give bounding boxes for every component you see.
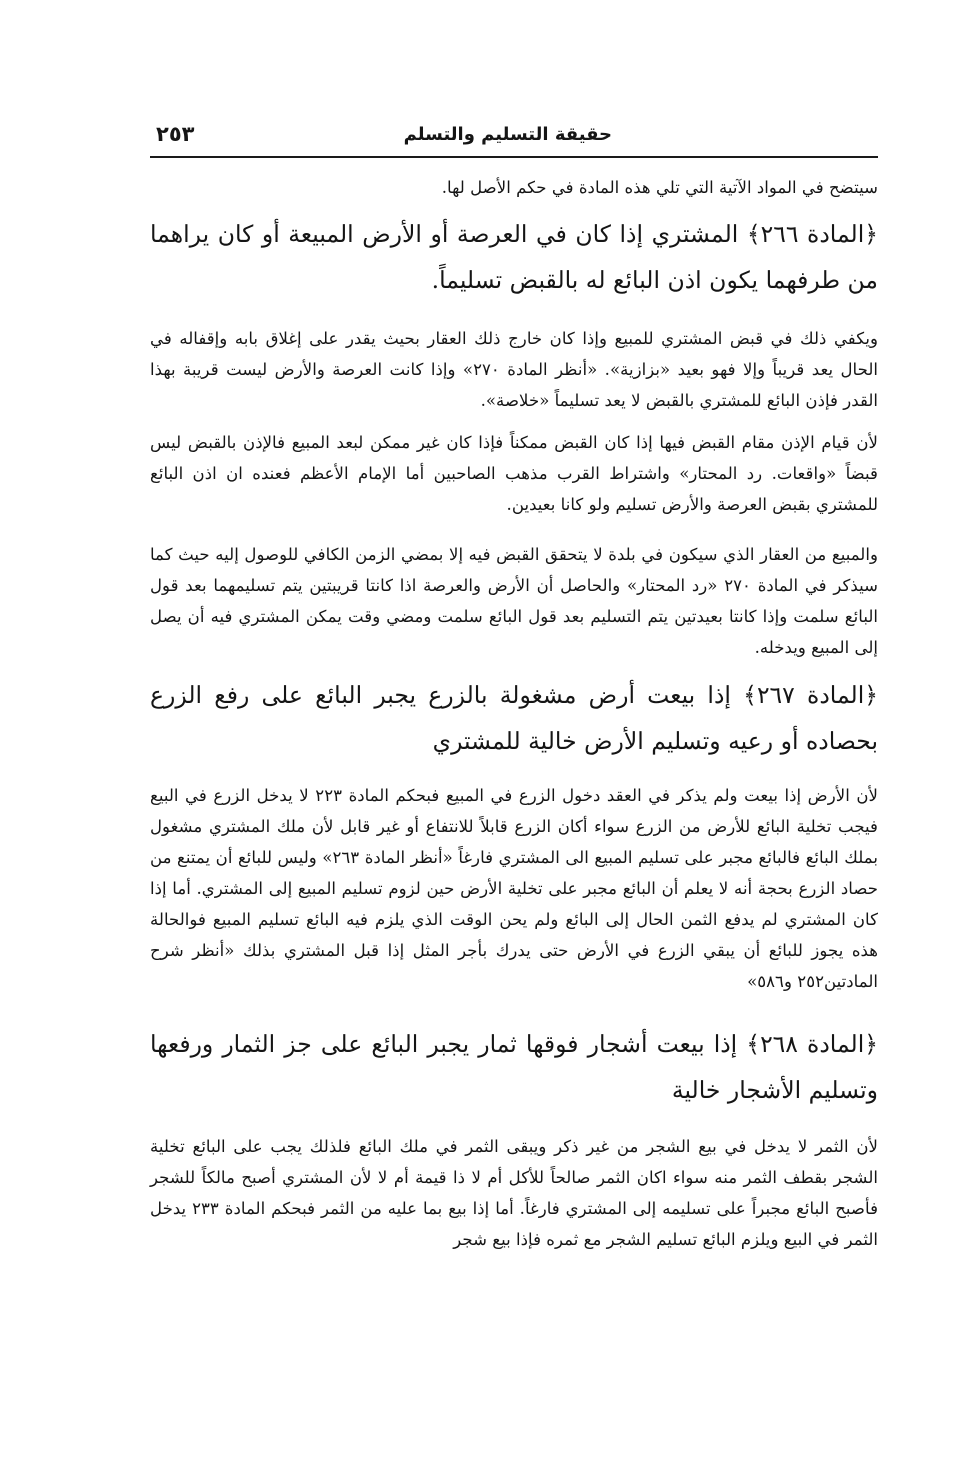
page-header — [150, 112, 878, 158]
article-268: ﴿المادة ٢٦٨﴾ إذا بيعت أشجار فوقها ثمار يجبر البائع على جز الثمار ورفعها وتسليم الأشجار خالية — [150, 1030, 878, 1104]
book-page — [150, 112, 878, 1432]
article-266: ﴿المادة ٢٦٦﴾ المشتري إذا كان في العرصة أو الأرض المبيعة أو كان يراهما من طرفهما يكون اذن البائع له بالقبض تسليماً. — [150, 220, 878, 294]
page-number: ٢٥٣ — [156, 122, 195, 146]
commentary-267: لأن الأرض إذا بيعت ولم يذكر في العقد دخول الزرع في المبيع فبحكم المادة ٢٢٣ لا يدخل الزرع في البيع فيجب تخلية البائع للأرض من الزرع سواء أكان الزرع قابلاً للانتفاع أو غير قابل لأن ملك المشتري مشغول بملك البائع فالبائع مجبر على تسليم المبيع الى المشتري فارغاً «أنظر المادة ٢٦٣» وليس للبائع أن يمتنع من حصاد الزرع بحجة أنه لا يعلم أن البائع مجبر على تخلية الأرض حين لزوم تسليم المبيع إلى المشتري. أما إذا كان المشتري لم يدفع الثمن الحال إلى البائع ولم يحن الوقت الذي يلزم فيه البائع تسليم المبيع فوالحالة هذه يجوز للبائع أن يبقي الزرع في الأرض حتى يدرك بأجر المثل إذا قبل المشتري بذلك «أنظر شرح المادتين٢٥٢ و٥٨٦» — [150, 786, 878, 991]
running-title: حقيقة التسليم والتسلم — [403, 124, 612, 145]
article-267: ﴿المادة ٢٦٧﴾ إذا بيعت أرض مشغولة بالزرع يجبر البائع على رفع الزرع بحصاده أو رعيه وتسليم الأرض خالية للمشتري — [150, 681, 879, 755]
commentary-268: لأن الثمر لا يدخل في بيع الشجر من غير ذكر ويبقى الثمر في ملك البائع فلذلك يجب على البائع تخلية الشجر بقطف الثمر منه سواء اكان الثمر صالحاً للأكل أم لا ذا قيمة أم لا لأن المشتري أصبح مالكاً للشجر فأصبح البائع مجبراً على تسليمه إلى المشتري فارغاً. أما إذا بيع بما عليه من الثمر فبحكم المادة ٢٣٣ يدخل الثمر في البيع ويلزم البائع تسليم الشجر مع ثمره فإذا بيع شجر — [150, 1137, 879, 1249]
intro-paragraph: سيتضح في المواد الآتية التي تلي هذه المادة في حكم الأصل لها. — [441, 178, 878, 197]
commentary-266-paragraph-1: ويكفي ذلك في قبض المشتري للمبيع وإذا كان خارج ذلك العقار بحيث يقدر على إغلاق بابه وإقفاله في الحال يعد قريباً وإلا فهو بعيد «بزازية». «أنظر المادة ٢٧٠» وإذا كانت العرصة والأرض ليست قريبة بهذا القدر فإذن البائع للمشتري بالقبض لا يعد تسليماً «خلاصة». — [150, 329, 878, 410]
commentary-266-paragraph-2: لأن قيام الإذن مقام القبض فيها إذا كان القبض ممكناً فإذا كان غير ممكن لبعد المبيع فالإذن بالقبض ليس قبضاً «واقعات. رد المحتار» واشتراط القرب مذهب الصاحبين أما الإمام الأعظم فعنده ان اذن البائع للمشتري بقبض العرصة والأرض تسليم ولو كانا بعيدين. — [150, 433, 878, 514]
commentary-266-paragraph-3: والمبيع من العقار الذي سيكون في بلدة لا يتحقق القبض فيه إلا بمضي الزمن الكافي للوصول إليه حيث كما سيذكر في المادة ٢٧٠ «رد المحتار» والحاصل أن الأرض والعرصة اذا كانتا قريبتين يتم تسليمهما بعد قول البائع سلمت وإذا كانتا بعيدتين يتم التسليم بعد قول البائع سلمت ومضي وقت يمكن المشتري فيه أن يصل إلى المبيع ويدخله. — [150, 545, 879, 657]
